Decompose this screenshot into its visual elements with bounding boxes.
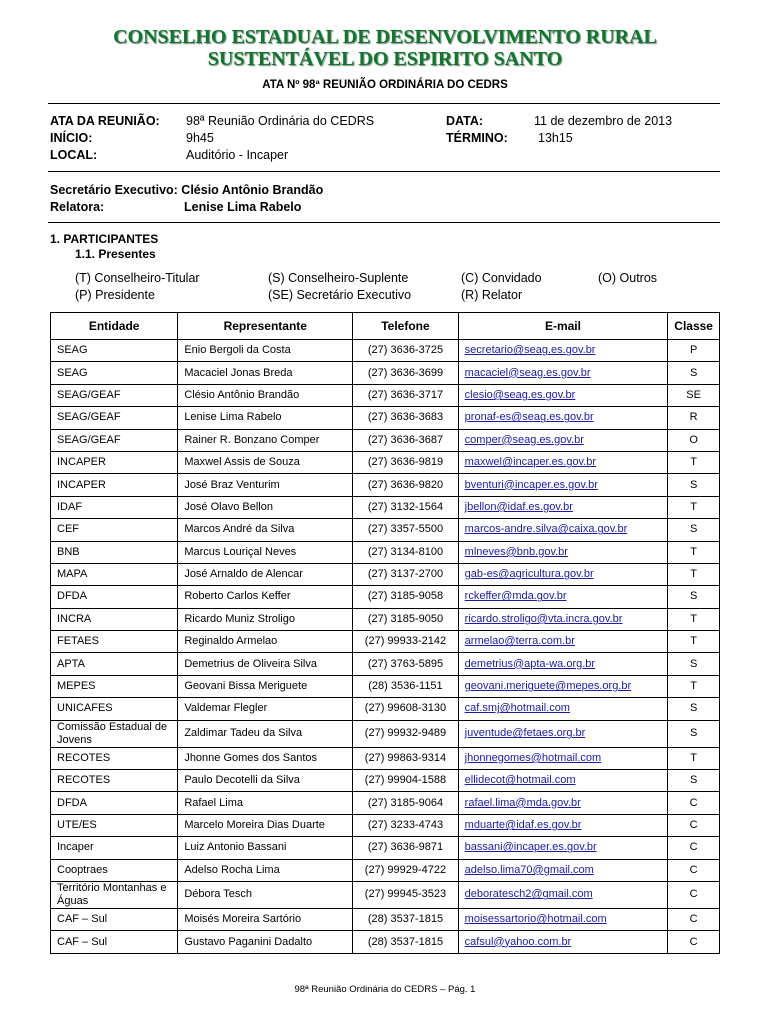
cell-representante: Maxwel Assis de Souza — [178, 451, 353, 473]
cell-classe: S — [668, 474, 720, 496]
email-link[interactable]: deboratesch2@gmail.com — [464, 888, 593, 901]
header-entidade: Entidade — [51, 313, 178, 340]
cell-representante: Jhonne Gomes dos Santos — [178, 747, 353, 769]
cell-telefone: (27) 3636-3683 — [353, 407, 458, 429]
table-row — [51, 908, 720, 930]
table-row — [51, 931, 720, 953]
cell-classe: S — [668, 362, 720, 384]
cell-email — [458, 859, 668, 881]
table-row — [51, 792, 720, 814]
data-value: 11 de dezembro de 2013 — [534, 114, 673, 128]
cell-email — [458, 384, 668, 406]
cell-email — [458, 770, 668, 792]
cell-telefone: (27) 99933-2142 — [353, 631, 458, 653]
cell-email — [458, 496, 668, 518]
cell-email — [458, 519, 668, 541]
cell-email — [458, 720, 668, 747]
cell-representante: Paulo Decotelli da Silva — [178, 770, 353, 792]
termino-label: TÉRMINO: — [446, 131, 508, 145]
legend-suplente: (S) Conselheiro-Suplente — [268, 271, 409, 285]
divider — [48, 103, 720, 104]
email-link[interactable]: bassani@incaper.es.gov.br — [464, 841, 597, 854]
table-row — [51, 720, 720, 747]
cell-email — [458, 586, 668, 608]
email-link[interactable]: macaciel@seag.es.gov.br — [464, 366, 591, 379]
cell-entidade: SEAG/GEAF — [51, 384, 178, 406]
relatora-label: Relatora: — [50, 200, 105, 214]
email-link[interactable]: geovani.meriguete@mepes.org.br — [464, 680, 632, 693]
cell-representante: Moisés Moreira Sartório — [178, 908, 353, 930]
table-row — [51, 837, 720, 859]
cell-telefone: (27) 99932-9489 — [353, 720, 458, 747]
email-link[interactable]: moisessartorio@hotmail.com — [464, 913, 607, 926]
cell-representante: Valdemar Flegler — [178, 698, 353, 720]
cell-entidade: SEAG/GEAF — [51, 407, 178, 429]
cell-entidade: Comissão Estadual de Jovens — [51, 720, 178, 747]
cell-entidade: BNB — [51, 541, 178, 563]
cell-classe: S — [668, 720, 720, 747]
cell-entidade: Cooptraes — [51, 859, 178, 881]
cell-representante: José Arnaldo de Alencar — [178, 563, 353, 585]
cell-email — [458, 541, 668, 563]
table-row — [51, 407, 720, 429]
document-title-line-2: SUSTENTÁVEL DO ESPIRITO SANTO — [207, 48, 563, 70]
cell-entidade: RECOTES — [51, 747, 178, 769]
legend-presidente: (P) Presidente — [75, 288, 155, 302]
cell-telefone: (28) 3537-1815 — [353, 908, 458, 930]
termino-value: 13h15 — [538, 131, 573, 145]
header-classe: Classe — [668, 313, 720, 340]
cell-email — [458, 931, 668, 953]
table-row — [51, 541, 720, 563]
relatora-value: Lenise Lima Rabelo — [184, 200, 302, 214]
cell-classe: S — [668, 653, 720, 675]
cell-telefone: (27) 3636-3725 — [353, 340, 458, 362]
cell-classe: T — [668, 631, 720, 653]
cell-telefone: (27) 3636-9820 — [353, 474, 458, 496]
cell-representante: Marcelo Moreira Dias Duarte — [178, 814, 353, 836]
cell-email — [458, 563, 668, 585]
cell-entidade: CAF – Sul — [51, 931, 178, 953]
cell-representante: José Braz Venturim — [178, 474, 353, 496]
email-link[interactable]: ellidecot@hotmail.com — [464, 774, 576, 787]
cell-classe: O — [668, 429, 720, 451]
cell-representante: Clésio Antônio Brandão — [178, 384, 353, 406]
legend-titular: (T) Conselheiro-Titular — [75, 271, 200, 285]
cell-classe: T — [668, 675, 720, 697]
cell-email — [458, 340, 668, 362]
cell-telefone: (28) 3537-1815 — [353, 931, 458, 953]
table-row — [51, 340, 720, 362]
document-subtitle: ATA Nº 98ª REUNIÃO ORDINÁRIA DO CEDRS — [262, 79, 508, 91]
table-row — [51, 698, 720, 720]
cell-classe: C — [668, 792, 720, 814]
cell-entidade: DFDA — [51, 792, 178, 814]
cell-email — [458, 608, 668, 630]
cell-representante: Débora Tesch — [178, 881, 353, 908]
table-row — [51, 747, 720, 769]
cell-email — [458, 908, 668, 930]
cell-email — [458, 653, 668, 675]
cell-telefone: (28) 3536-1151 — [353, 675, 458, 697]
cell-email — [458, 631, 668, 653]
header-email: E-mail — [458, 313, 668, 340]
cell-classe: S — [668, 586, 720, 608]
cell-entidade: INCAPER — [51, 474, 178, 496]
cell-entidade: FETAES — [51, 631, 178, 653]
cell-telefone: (27) 3185-9064 — [353, 792, 458, 814]
table-row — [51, 586, 720, 608]
cell-email — [458, 881, 668, 908]
cell-email — [458, 675, 668, 697]
email-link[interactable]: ricardo.stroligo@vta.incra.gov.br — [464, 612, 623, 625]
ata-value: 98ª Reunião Ordinária do CEDRS — [186, 114, 375, 128]
cell-representante: Macaciel Jonas Breda — [178, 362, 353, 384]
section-subheading: 1.1. Presentes — [75, 247, 156, 261]
email-link[interactable]: juventude@fetaes.org.br — [464, 727, 586, 740]
cell-representante: Adelso Rocha Lima — [178, 859, 353, 881]
email-link[interactable]: cafsul@yahoo.com.br — [464, 935, 572, 948]
table-row — [51, 496, 720, 518]
cell-representante: Geovani Bissa Meriguete — [178, 675, 353, 697]
cell-telefone: (27) 3636-3717 — [353, 384, 458, 406]
table-row — [51, 519, 720, 541]
cell-telefone: (27) 3233-4743 — [353, 814, 458, 836]
email-link[interactable]: bventuri@incaper.es.gov.br — [464, 478, 598, 491]
cell-entidade: CEF — [51, 519, 178, 541]
cell-representante: Enio Bergoli da Costa — [178, 340, 353, 362]
cell-classe: C — [668, 931, 720, 953]
table-row — [51, 429, 720, 451]
cell-representante: Marcus Louriçal Neves — [178, 541, 353, 563]
table-row — [51, 451, 720, 473]
cell-email — [458, 474, 668, 496]
cell-entidade: RECOTES — [51, 770, 178, 792]
cell-classe: C — [668, 881, 720, 908]
cell-telefone: (27) 3763-5895 — [353, 653, 458, 675]
cell-entidade: MEPES — [51, 675, 178, 697]
cell-representante: José Olavo Bellon — [178, 496, 353, 518]
email-link[interactable]: mlneves@bnb.gov.br — [464, 545, 568, 558]
cell-representante: Rainer R. Bonzano Comper — [178, 429, 353, 451]
legend-secretario: (SE) Secretário Executivo — [268, 288, 412, 302]
email-link[interactable]: marcos-andre.silva@caixa.gov.br — [464, 523, 628, 536]
cell-entidade: SEAG/GEAF — [51, 429, 178, 451]
email-link[interactable]: jbellon@idaf.es.gov.br — [464, 500, 573, 513]
table-row — [51, 675, 720, 697]
cell-classe: S — [668, 770, 720, 792]
email-link[interactable]: gab-es@agricultura.gov.br — [464, 568, 594, 581]
cell-entidade: Incaper — [51, 837, 178, 859]
cell-representante: Rafael Lima — [178, 792, 353, 814]
cell-email — [458, 837, 668, 859]
divider — [48, 222, 720, 223]
cell-telefone: (27) 3185-9058 — [353, 586, 458, 608]
table-header-row — [51, 313, 720, 340]
cell-representante: Gustavo Paganini Dadalto — [178, 931, 353, 953]
cell-email — [458, 792, 668, 814]
table-row — [51, 384, 720, 406]
cell-representante: Lenise Lima Rabelo — [178, 407, 353, 429]
cell-entidade: UNICAFES — [51, 698, 178, 720]
cell-classe: C — [668, 837, 720, 859]
legend-relator: (R) Relator — [461, 288, 523, 302]
cell-entidade: APTA — [51, 653, 178, 675]
cell-telefone: (27) 99945-3523 — [353, 881, 458, 908]
cell-classe: S — [668, 698, 720, 720]
cell-telefone: (27) 3134-8100 — [353, 541, 458, 563]
table-row — [51, 814, 720, 836]
cell-classe: C — [668, 908, 720, 930]
local-value: Auditório - Incaper — [186, 148, 289, 162]
cell-entidade: DFDA — [51, 586, 178, 608]
document-title-line-1: CONSELHO ESTADUAL DE DESENVOLVIMENTO RURAL — [113, 26, 657, 48]
email-link[interactable]: adelso.lima70@gmail.com — [464, 863, 594, 876]
cell-classe: C — [668, 814, 720, 836]
email-link[interactable]: pronaf-es@seag.es.gov.br — [464, 411, 594, 424]
email-link[interactable]: maxwel@incaper.es.gov.br — [464, 456, 597, 469]
divider — [48, 171, 720, 172]
cell-telefone: (27) 3636-3687 — [353, 429, 458, 451]
participants-table — [50, 312, 720, 954]
cell-classe: T — [668, 496, 720, 518]
cell-representante: Demetrius de Oliveira Silva — [178, 653, 353, 675]
secretario-executivo: Secretário Executivo: Clésio Antônio Brandão — [50, 183, 324, 197]
table-row — [51, 881, 720, 908]
cell-classe: T — [668, 541, 720, 563]
email-link[interactable]: rckeffer@mda.gov.br — [464, 590, 567, 603]
cell-representante: Reginaldo Armelao — [178, 631, 353, 653]
cell-entidade: Território Montanhas e Águas — [51, 881, 178, 908]
cell-entidade: SEAG — [51, 340, 178, 362]
cell-entidade: SEAG — [51, 362, 178, 384]
email-link[interactable]: demetrius@apta-wa.org.br — [464, 657, 596, 670]
cell-entidade: INCRA — [51, 608, 178, 630]
table-row — [51, 631, 720, 653]
cell-email — [458, 429, 668, 451]
cell-classe: P — [668, 340, 720, 362]
cell-email — [458, 698, 668, 720]
inicio-value: 9h45 — [186, 131, 214, 145]
cell-entidade: CAF – Sul — [51, 908, 178, 930]
cell-telefone: (27) 3137-2700 — [353, 563, 458, 585]
cell-telefone: (27) 3132-1564 — [353, 496, 458, 518]
cell-telefone: (27) 99929-4722 — [353, 859, 458, 881]
legend-convidado: (C) Convidado — [461, 271, 542, 285]
cell-email — [458, 362, 668, 384]
cell-classe: T — [668, 747, 720, 769]
cell-entidade: IDAF — [51, 496, 178, 518]
table-row — [51, 362, 720, 384]
table-row — [51, 608, 720, 630]
cell-representante: Roberto Carlos Keffer — [178, 586, 353, 608]
cell-telefone: (27) 3636-9819 — [353, 451, 458, 473]
local-label: LOCAL: — [50, 148, 98, 162]
cell-telefone: (27) 3357-5500 — [353, 519, 458, 541]
section-heading: 1. PARTICIPANTES — [50, 232, 159, 246]
table-row — [51, 770, 720, 792]
cell-classe: T — [668, 608, 720, 630]
email-link[interactable]: secretario@seag.es.gov.br — [464, 344, 596, 357]
email-link[interactable]: caf.smj@hotmail.com — [464, 702, 570, 715]
cell-representante: Zaldimar Tadeu da Silva — [178, 720, 353, 747]
email-link[interactable]: jhonnegomes@hotmail.com — [464, 751, 602, 764]
page-footer: 98ª Reunião Ordinária do CEDRS – Pág. 1 — [294, 984, 476, 995]
cell-representante: Ricardo Muniz Stroligo — [178, 608, 353, 630]
cell-telefone: (27) 3185-9050 — [353, 608, 458, 630]
inicio-label: INÍCIO: — [50, 131, 93, 145]
cell-classe: T — [668, 563, 720, 585]
cell-classe: R — [668, 407, 720, 429]
header-telefone: Telefone — [353, 313, 458, 340]
cell-telefone: (27) 99608-3130 — [353, 698, 458, 720]
cell-email — [458, 814, 668, 836]
cell-entidade: MAPA — [51, 563, 178, 585]
cell-telefone: (27) 3636-9871 — [353, 837, 458, 859]
table-row — [51, 859, 720, 881]
cell-classe: SE — [668, 384, 720, 406]
cell-telefone: (27) 99904-1588 — [353, 770, 458, 792]
cell-entidade: INCAPER — [51, 451, 178, 473]
cell-classe: C — [668, 859, 720, 881]
cell-email — [458, 407, 668, 429]
table-row — [51, 563, 720, 585]
email-link[interactable]: rafael.lima@mda.gov.br — [464, 796, 581, 809]
data-label: DATA: — [446, 114, 484, 128]
cell-representante: Luiz Antonio Bassani — [178, 837, 353, 859]
cell-telefone: (27) 99863-9314 — [353, 747, 458, 769]
cell-representante: Marcos André da Silva — [178, 519, 353, 541]
email-link[interactable]: mduarte@idaf.es.gov.br — [464, 819, 582, 831]
cell-classe: S — [668, 519, 720, 541]
cell-email — [458, 451, 668, 473]
ata-label: ATA DA REUNIÃO: — [50, 114, 160, 128]
email-link[interactable]: armelao@terra.com.br — [464, 635, 575, 648]
email-link[interactable]: clesio@seag.es.gov.br — [464, 388, 576, 401]
email-link[interactable]: comper@seag.es.gov.br — [464, 433, 584, 446]
table-row — [51, 653, 720, 675]
table-row — [51, 474, 720, 496]
cell-entidade: UTE/ES — [51, 814, 178, 836]
cell-telefone: (27) 3636-3699 — [353, 362, 458, 384]
cell-email — [458, 747, 668, 769]
cell-classe: T — [668, 451, 720, 473]
header-representante: Representante — [178, 313, 353, 340]
legend-outros: (O) Outros — [598, 271, 658, 285]
